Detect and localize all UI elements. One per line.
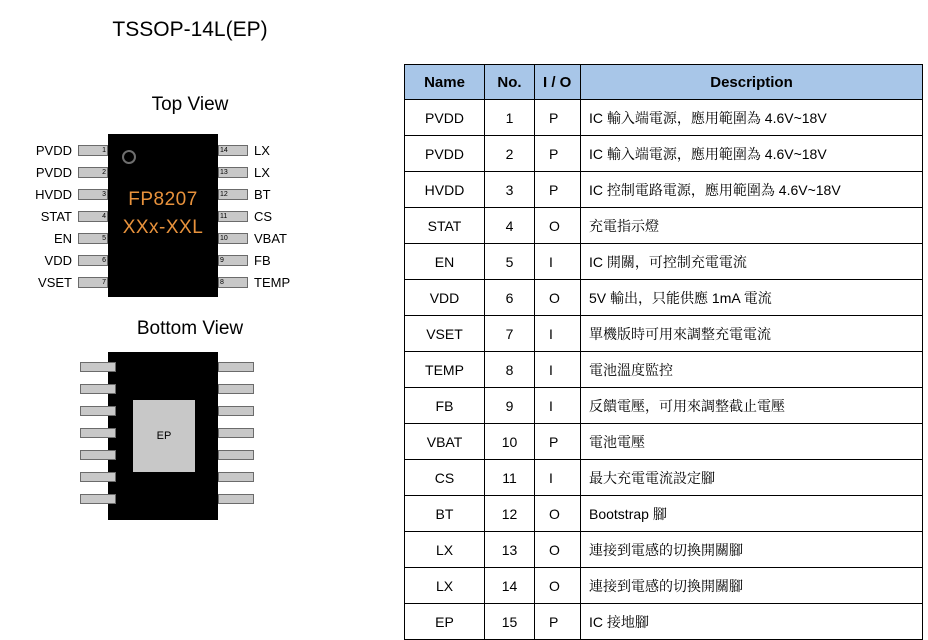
cell-name: CS [405, 460, 485, 496]
pin-left-4 [18, 210, 108, 223]
cell-name: FB [405, 388, 485, 424]
cell-io: O [535, 280, 581, 316]
pin-lead: 14 [218, 145, 248, 156]
cell-name: VBAT [405, 424, 485, 460]
table-row [405, 136, 923, 172]
bottom-view-label: Bottom View [136, 318, 244, 339]
bottom-lead-left [80, 406, 116, 416]
pin-left-7 [18, 276, 108, 289]
cell-no: 2 [485, 136, 535, 172]
cell-no: 13 [485, 532, 535, 568]
cell-name: LX [405, 532, 485, 568]
pin-label: HVDD [35, 187, 72, 202]
pin-label: PVDD [35, 165, 72, 180]
cell-name: VDD [405, 280, 485, 316]
column-header-io: I / O [535, 65, 581, 100]
pin-lead: 3 [78, 189, 108, 200]
chip-part-name: FP8207 [128, 189, 198, 210]
bottom-body [108, 352, 218, 520]
cell-name: EN [405, 244, 485, 280]
pin-lead: 8 [218, 277, 248, 288]
bottom-lead-right [218, 472, 254, 482]
bottom-lead-left [80, 450, 116, 460]
table-row [405, 280, 923, 316]
cell-io: O [535, 568, 581, 604]
cell-description: IC 控制電路電源，應用範圍為 4.6V~18V [581, 172, 923, 208]
table-row [405, 568, 923, 604]
pin-label: CS [254, 209, 273, 224]
pin-label: TEMP [254, 275, 291, 290]
table-row [405, 208, 923, 244]
cell-name: VSET [405, 316, 485, 352]
bottom-lead-right [218, 362, 254, 372]
cell-io: O [535, 208, 581, 244]
bottom-lead-right [218, 406, 254, 416]
pin-right-10 [218, 232, 378, 245]
cell-io: I [535, 316, 581, 352]
pin-label: BT [254, 187, 271, 202]
cell-io: I [535, 388, 581, 424]
pin-left-6 [18, 254, 108, 267]
bottom-lead-right [218, 384, 254, 394]
bottom-lead-left [80, 494, 116, 504]
cell-description: IC 開關，可控制充電電流 [581, 244, 923, 280]
pin-left-5 [18, 232, 108, 245]
pin-label: VBAT [254, 231, 287, 246]
cell-no: 12 [485, 496, 535, 532]
pin-right-8 [218, 276, 378, 289]
cell-name: PVDD [405, 100, 485, 136]
top-view-label: Top View [151, 94, 229, 115]
column-header-description: Description [581, 65, 923, 100]
cell-no: 10 [485, 424, 535, 460]
cell-io: O [535, 532, 581, 568]
cell-no: 8 [485, 352, 535, 388]
bottom-lead-left [80, 362, 116, 372]
table-row [405, 316, 923, 352]
cell-name: BT [405, 496, 485, 532]
column-header-name: Name [405, 65, 485, 100]
cell-no: 4 [485, 208, 535, 244]
chip-part-code: XXx-XXL [122, 217, 204, 238]
cell-description: IC 輸入端電源，應用範圍為 4.6V~18V [581, 136, 923, 172]
table-row [405, 496, 923, 532]
pin-label: EN [53, 231, 72, 246]
pin-left-2 [18, 166, 108, 179]
pin-lead: 11 [218, 211, 248, 222]
bottom-view-diagram [18, 352, 378, 527]
column-header-no: No. [485, 65, 535, 100]
cell-description: 電池電壓 [581, 424, 923, 460]
cell-description: 單機版時可用來調整充電電流 [581, 316, 923, 352]
pin-label: VSET [38, 275, 72, 290]
bottom-lead-right [218, 494, 254, 504]
table-row [405, 100, 923, 136]
cell-io: P [535, 604, 581, 640]
pin-label: VDD [44, 253, 72, 268]
bottom-lead-left [80, 428, 116, 438]
pin-lead: 12 [218, 189, 248, 200]
cell-description: 連接到電感的切換開關腳 [581, 568, 923, 604]
bottom-lead-right [218, 450, 254, 460]
cell-no: 9 [485, 388, 535, 424]
cell-description: 最大充電電流設定腳 [581, 460, 923, 496]
package-title: TSSOP-14L(EP) [112, 18, 268, 41]
pin-right-12 [218, 188, 378, 201]
pin-right-13 [218, 166, 378, 179]
top-view-diagram [18, 134, 378, 302]
cell-no: 1 [485, 100, 535, 136]
pin-lead: 1 [78, 145, 108, 156]
cell-no: 5 [485, 244, 535, 280]
cell-name: STAT [405, 208, 485, 244]
pin-label: LX [254, 143, 270, 158]
cell-description: 5V 輸出，只能供應 1mA 電流 [581, 280, 923, 316]
table-row [405, 244, 923, 280]
cell-name: HVDD [405, 172, 485, 208]
cell-no: 6 [485, 280, 535, 316]
pin-right-14 [218, 144, 378, 157]
pin-description-table [404, 64, 922, 640]
cell-description: 連接到電感的切換開關腳 [581, 532, 923, 568]
table-row [405, 604, 923, 640]
bottom-lead-left [80, 472, 116, 482]
pin-right-11 [218, 210, 378, 223]
pin-label: STAT [40, 209, 72, 224]
cell-description: IC 接地腳 [581, 604, 923, 640]
pin1-marker-icon [122, 150, 136, 164]
cell-description: 電池溫度監控 [581, 352, 923, 388]
cell-no: 14 [485, 568, 535, 604]
cell-no: 11 [485, 460, 535, 496]
bottom-lead-right [218, 428, 254, 438]
bottom-lead-left [80, 384, 116, 394]
pin-lead: 4 [78, 211, 108, 222]
cell-description: 反饋電壓，可用來調整截止電壓 [581, 388, 923, 424]
pin-lead: 6 [78, 255, 108, 266]
table-row [405, 460, 923, 496]
cell-io: I [535, 352, 581, 388]
pin-lead: 2 [78, 167, 108, 178]
pin-lead: 9 [218, 255, 248, 266]
cell-description: 充電指示燈 [581, 208, 923, 244]
cell-no: 3 [485, 172, 535, 208]
exposed-pad: EP [133, 400, 195, 472]
cell-io: I [535, 244, 581, 280]
package-diagram-panel [0, 0, 400, 640]
cell-description: Bootstrap 腳 [581, 496, 923, 532]
cell-io: P [535, 136, 581, 172]
pin-lead: 5 [78, 233, 108, 244]
pin-left-1 [18, 144, 108, 157]
cell-description: IC 輸入端電源，應用範圍為 4.6V~18V [581, 100, 923, 136]
pin-label: LX [254, 165, 270, 180]
cell-name: EP [405, 604, 485, 640]
pin-lead: 10 [218, 233, 248, 244]
cell-io: P [535, 100, 581, 136]
pin-lead: 13 [218, 167, 248, 178]
pin-table [404, 64, 923, 640]
table-row [405, 172, 923, 208]
pin-lead: 7 [78, 277, 108, 288]
pin-label: PVDD [35, 143, 72, 158]
table-row [405, 388, 923, 424]
cell-no: 7 [485, 316, 535, 352]
cell-name: PVDD [405, 136, 485, 172]
pin-label: FB [254, 253, 271, 268]
cell-no: 15 [485, 604, 535, 640]
cell-io: P [535, 172, 581, 208]
chip-body [108, 134, 218, 297]
cell-name: LX [405, 568, 485, 604]
pin-left-3 [18, 188, 108, 201]
cell-name: TEMP [405, 352, 485, 388]
table-row [405, 532, 923, 568]
table-row [405, 352, 923, 388]
table-row [405, 424, 923, 460]
table-header-row [405, 65, 923, 100]
cell-io: I [535, 460, 581, 496]
cell-io: O [535, 496, 581, 532]
pin-right-9 [218, 254, 378, 267]
cell-io: P [535, 424, 581, 460]
